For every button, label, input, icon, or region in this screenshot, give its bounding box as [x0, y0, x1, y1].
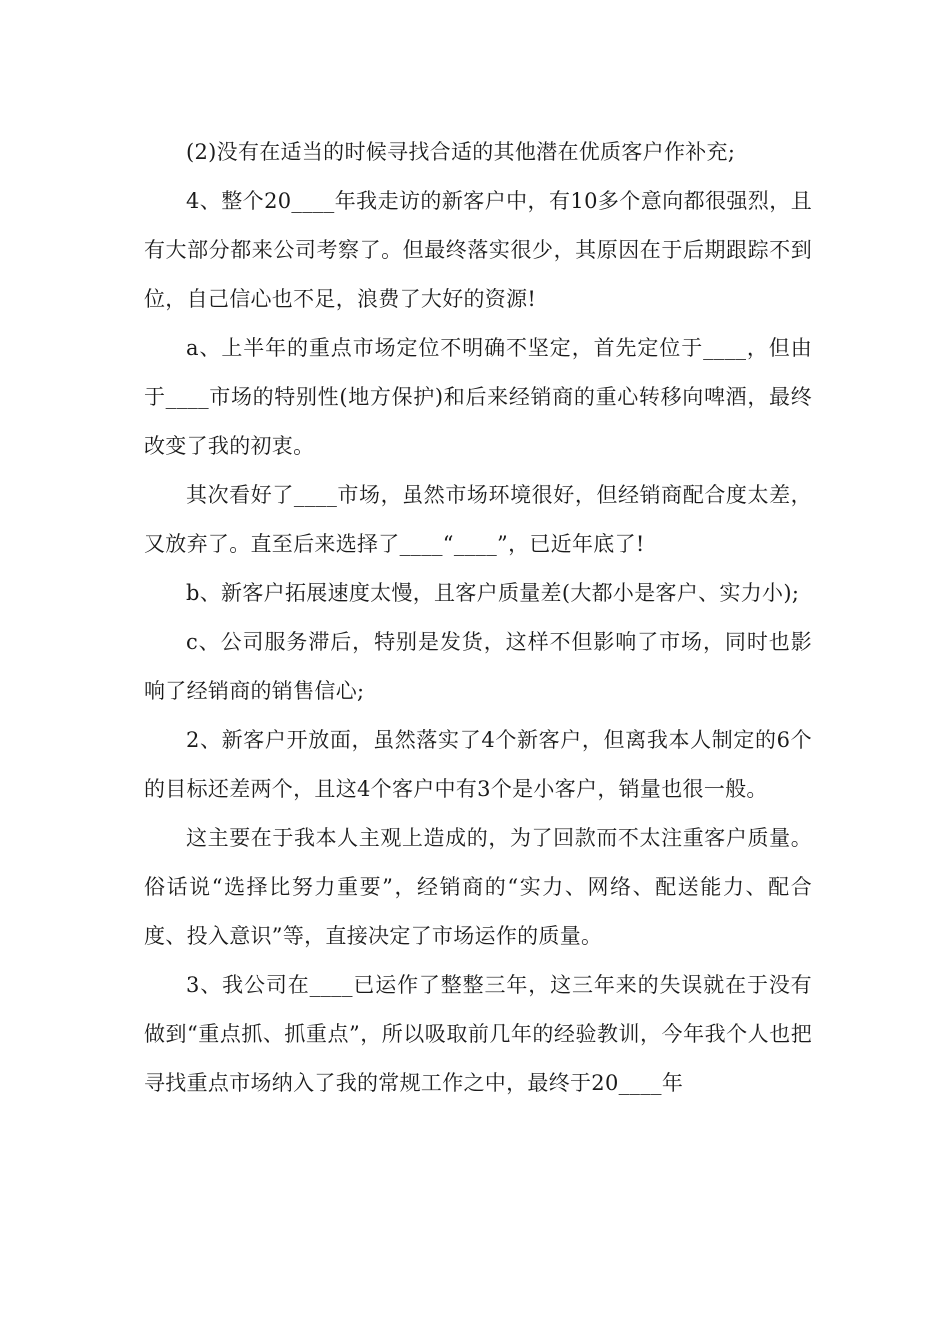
paragraph: 其次看好了____市场，虽然市场环境很好，但经销商配合度太差，又放弃了。直至后来选择了____“____”，已近年底了! [144, 483, 812, 556]
paragraph: 这主要在于我本人主观上造成的，为了回款而不太注重客户质量。俗话说“选择比努力重要”，经销商的“实力、网络、配送能力、配合度、投入意识”等，直接决定了市场运作的质量。 [144, 826, 812, 948]
paragraph: 2、新客户开放面，虽然落实了4个新客户，但离我本人制定的6个的目标还差两个，且这4个客户中有3个是小客户，销量也很一般。 [144, 728, 812, 801]
paragraph: a、上半年的重点市场定位不明确不坚定，首先定位于____，但由于____市场的特别性(地方保护)和后来经销商的重心转移向啤酒，最终改变了我的初衷。 [144, 336, 812, 458]
paragraph: b、新客户拓展速度太慢，且客户质量差(大都小是客户、实力小); [186, 581, 800, 605]
paragraph: c、公司服务滞后，特别是发货，这样不但影响了市场，同时也影响了经销商的销售信心; [144, 630, 812, 703]
paragraph: 4、整个20____年我走访的新客户中，有10多个意向都很强烈，且有大部分都来公司考察了。但最终落实很少，其原因在于后期跟踪不到位，自己信心也不足，浪费了大好的资源! [144, 189, 812, 311]
paragraph: (2)没有在适当的时候寻找合适的其他潜在优质客户作补充; [186, 140, 736, 164]
paragraph: 3、我公司在____已运作了整整三年，这三年来的失误就在于没有做到“重点抓、抓重点”，所以吸取前几年的经验教训，今年我个人也把寻找重点市场纳入了我的常规工作之中，最终于20____年 [144, 973, 812, 1095]
document-body [144, 128, 812, 1108]
